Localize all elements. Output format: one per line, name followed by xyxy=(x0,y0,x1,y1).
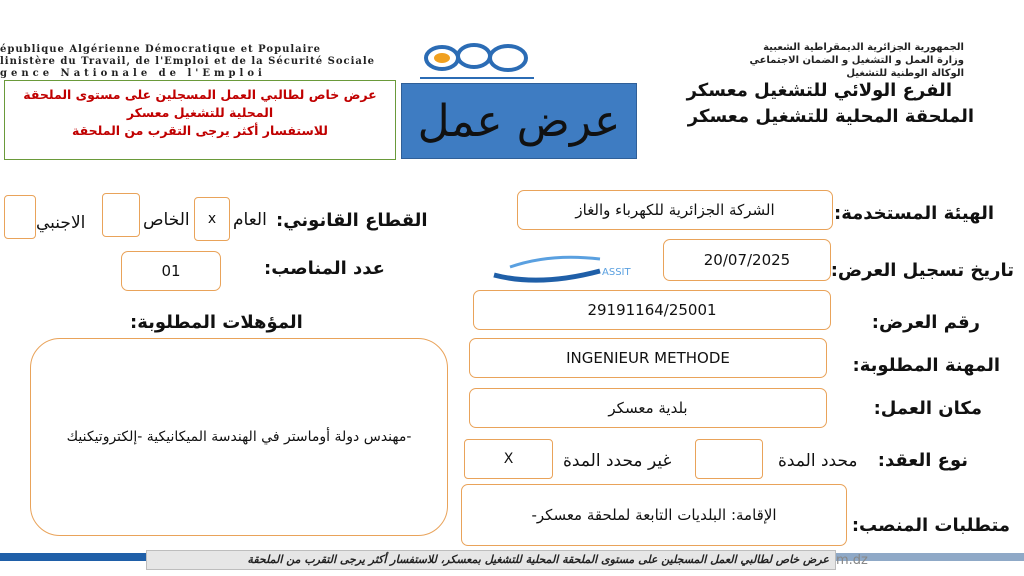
notice-line2: المحلية للتشغيل معسكر xyxy=(126,105,274,120)
page-title: عرض عمل xyxy=(417,95,621,147)
sector-public-checkbox: x xyxy=(194,197,230,241)
header-fr-line1: épublique Algérienne Démocratique et Populaire xyxy=(0,44,322,55)
special-offer-notice xyxy=(4,80,396,160)
footer-ticker: عرض خاص لطالبي العمل المسجلين على مستوى الملحقة المحلية للتشغيل بمعسكر، للاستفسار أكثر يرجى التقرب من الملحقة xyxy=(146,550,836,570)
legal-sector-label: القطاع القانوني: xyxy=(276,210,428,231)
header-fr-line2: linistère du Travail, de l'Emploi et de la Sécurité Sociale xyxy=(0,56,376,67)
date-field: 20/07/2025 xyxy=(663,239,831,281)
contract-fixed-checkbox xyxy=(695,439,763,479)
workplace-field: بلدية معسكر xyxy=(469,388,827,428)
contract-open-checkbox: X xyxy=(464,439,553,479)
header-ar-line3: الوكالة الوطنية للتشغيل xyxy=(846,68,964,79)
sector-private-checkbox xyxy=(102,193,140,237)
date-label: تاريخ تسجيل العرض: xyxy=(830,260,1014,281)
sector-foreign-label: الاجنبي xyxy=(36,213,86,233)
qualifications-label: المؤهلات المطلوبة: xyxy=(130,312,303,333)
sector-private-label: الخاص xyxy=(143,210,190,230)
profession-label: المهنة المطلوبة: xyxy=(852,355,1000,376)
header-ar-line2: وزارة العمل و التشغيل و الضمان الاجتماعي xyxy=(749,55,964,66)
site-url-fragment: m.dz xyxy=(836,553,868,568)
employer-field: الشركة الجزائرية للكهرباء والغاز xyxy=(517,190,833,230)
sector-public-label: العام xyxy=(233,210,267,230)
requirements-label: متطلبات المنصب: xyxy=(851,515,1010,536)
notice-line3: للاستفسار أكثر يرجى التقرب من الملحقة xyxy=(72,123,328,138)
contract-type-label: نوع العقد: xyxy=(877,450,968,471)
notice-line1: عرض خاص لطالبي العمل المسجلين على مستوى الملحقة xyxy=(23,87,377,102)
requirements-field: الإقامة: البلديات التابعة لملحقة معسكر- xyxy=(461,484,847,546)
positions-field: 01 xyxy=(121,251,221,291)
employer-label: الهيئة المستخدمة: xyxy=(834,203,994,224)
positions-label: عدد المناصب: xyxy=(264,258,385,279)
svg-text:ASSIT: ASSIT xyxy=(602,267,631,278)
branch-line1: الفرع الولائي للتشغيل معسكر xyxy=(686,80,952,101)
anem-logo-icon xyxy=(414,40,540,84)
offer-number-label: رقم العرض: xyxy=(871,312,980,333)
branch-line2: الملحقة المحلية للتشغيل معسكر xyxy=(687,106,974,127)
contract-open-label: غير محدد المدة xyxy=(563,451,672,471)
header-ar-line1: الجمهورية الجزائرية الديمقراطية الشعبية xyxy=(763,42,964,53)
job-offer-title-box xyxy=(401,83,637,159)
wassit-logo-icon xyxy=(490,245,660,291)
offer-number-field: 29191164/25001 xyxy=(473,290,831,330)
sector-foreign-checkbox xyxy=(4,195,36,239)
workplace-label: مكان العمل: xyxy=(873,398,982,419)
footer-bar-left xyxy=(0,553,146,561)
qualifications-field xyxy=(30,338,448,536)
header-fr-line3: gence Nationale de l'Emploi xyxy=(0,68,266,79)
profession-field: INGENIEUR METHODE xyxy=(469,338,827,378)
qualifications-text: -مهندس دولة أوماستر في الهندسة الميكانيكية -إلكتروتيكنيك xyxy=(66,429,412,445)
contract-fixed-label: محدد المدة xyxy=(778,451,858,471)
